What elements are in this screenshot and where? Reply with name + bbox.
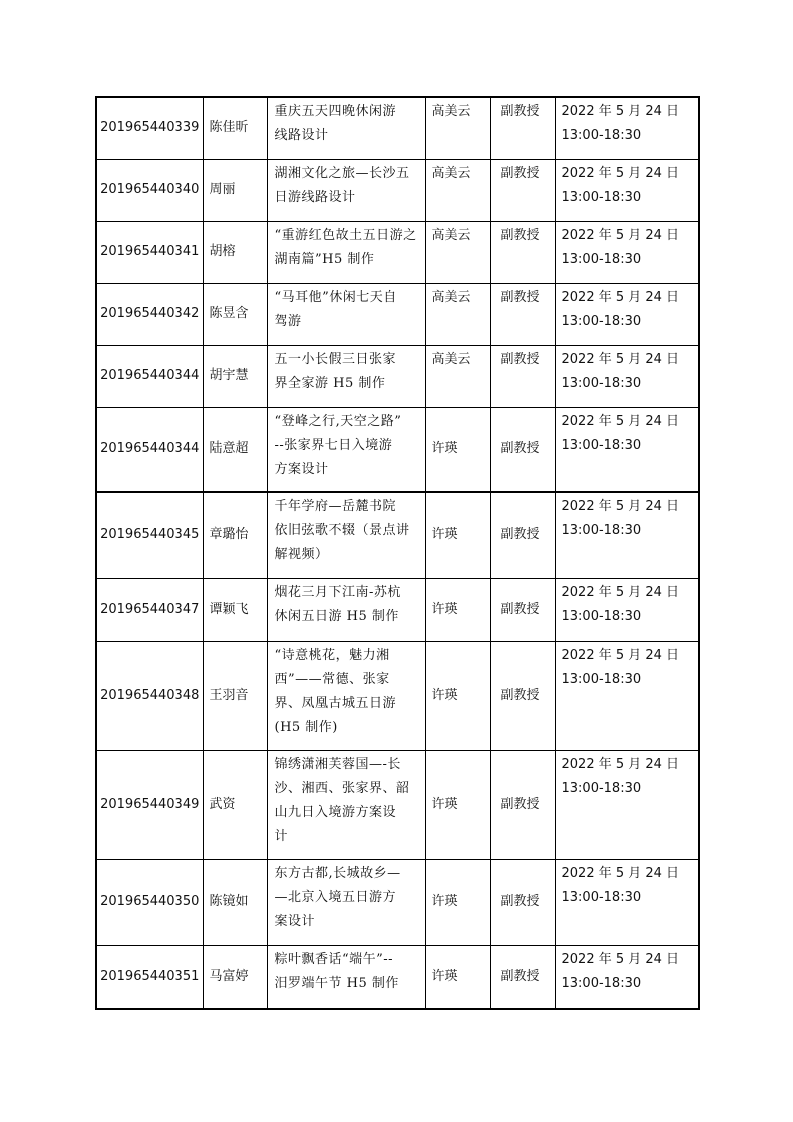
defense-time-cell — [555, 221, 699, 283]
student-name-cell: 章璐怡 — [203, 492, 267, 578]
student-id-cell: 201965440340 — [96, 159, 203, 221]
project-title-cell — [267, 945, 425, 1009]
defense-hours: 13:00-18:30 — [561, 975, 642, 991]
student-id-cell: 201965440339 — [96, 97, 203, 159]
student-name-cell: 谭颖飞 — [203, 578, 267, 641]
student-id-cell: 201965440348 — [96, 641, 203, 750]
table-row — [96, 578, 699, 641]
student-name-cell: 马富婷 — [203, 945, 267, 1009]
defense-time-cell — [555, 345, 699, 407]
student-name-cell: 周丽 — [203, 159, 267, 221]
project-title-line: “重游红色故土五日游之 — [274, 227, 417, 243]
tutor-rank-cell: 副教授 — [490, 345, 555, 407]
project-title-line: 界、凤凰古城五日游 — [274, 695, 397, 711]
project-title-line: 湖南篇”H5 制作 — [274, 251, 375, 267]
project-title-cell — [267, 345, 425, 407]
defense-date: 2022 年 5 月 24 日 — [561, 351, 680, 367]
tutor-rank-cell: 副教授 — [490, 97, 555, 159]
defense-date: 2022 年 5 月 24 日 — [561, 289, 680, 305]
project-title-cell — [267, 283, 425, 345]
defense-hours: 13:00-18:30 — [561, 523, 642, 538]
table-row — [96, 859, 699, 945]
defense-hours: 13:00-18:30 — [561, 128, 642, 143]
tutor-rank-cell: 副教授 — [490, 578, 555, 641]
project-title-line: “马耳他”休闲七天自 — [274, 289, 397, 305]
defense-date: 2022 年 5 月 24 日 — [561, 756, 680, 772]
tutor-cell: 许瑛 — [425, 945, 490, 1009]
tutor-rank-cell: 副教授 — [490, 641, 555, 750]
project-title-cell — [267, 407, 425, 492]
student-id-cell: 201965440351 — [96, 945, 203, 1009]
tutor-cell: 高美云 — [425, 345, 490, 407]
project-title-cell — [267, 750, 425, 859]
defense-time-cell — [555, 283, 699, 345]
table-row — [96, 492, 699, 578]
tutor-rank-cell: 副教授 — [490, 159, 555, 221]
table-body — [96, 97, 699, 1009]
defense-date: 2022 年 5 月 24 日 — [561, 413, 680, 429]
defense-hours: 13:00-18:30 — [561, 313, 642, 329]
defense-date: 2022 年 5 月 24 日 — [561, 499, 680, 514]
table-row — [96, 345, 699, 407]
project-title-line: (H5 制作) — [274, 719, 338, 735]
defense-time-cell — [555, 859, 699, 945]
project-title-line: 驾游 — [274, 313, 302, 329]
project-title-line: --张家界七日入境游 — [274, 437, 393, 453]
defense-hours: 13:00-18:30 — [561, 251, 642, 267]
tutor-rank-cell: 副教授 — [490, 750, 555, 859]
student-id-cell: 201965440345 — [96, 492, 203, 578]
student-name-cell: 陈佳昕 — [203, 97, 267, 159]
project-title-line: —北京入境五日游方 — [274, 889, 397, 905]
defense-hours: 13:00-18:30 — [561, 780, 642, 796]
student-id-cell: 201965440347 — [96, 578, 203, 641]
tutor-rank-cell: 副教授 — [490, 283, 555, 345]
defense-time-cell — [555, 492, 699, 578]
defense-date: 2022 年 5 月 24 日 — [561, 865, 680, 881]
tutor-cell: 高美云 — [425, 159, 490, 221]
tutor-cell: 高美云 — [425, 283, 490, 345]
defense-hours: 13:00-18:30 — [561, 889, 642, 905]
defense-date: 2022 年 5 月 24 日 — [561, 951, 680, 967]
table-row — [96, 407, 699, 492]
project-title-line: 锦绣潇湘芙蓉国—-长 — [274, 756, 401, 772]
project-title-cell — [267, 159, 425, 221]
project-title-line: 计 — [274, 828, 289, 844]
tutor-rank-cell: 副教授 — [490, 221, 555, 283]
defense-date: 2022 年 5 月 24 日 — [561, 647, 680, 663]
student-name-cell: 胡宇慧 — [203, 345, 267, 407]
defense-time-cell — [555, 641, 699, 750]
table-row — [96, 221, 699, 283]
defense-time-cell — [555, 97, 699, 159]
project-title-line: 休闲五日游 H5 制作 — [274, 608, 399, 624]
project-title-line: 日游线路设计 — [274, 189, 356, 205]
student-name-cell: 胡榕 — [203, 221, 267, 283]
project-title-cell — [267, 97, 425, 159]
tutor-cell: 许瑛 — [425, 492, 490, 578]
project-title-line: “登峰之行,天空之路” — [274, 413, 402, 429]
defense-date: 2022 年 5 月 24 日 — [561, 104, 680, 119]
defense-time-cell — [555, 159, 699, 221]
defense-date: 2022 年 5 月 24 日 — [561, 227, 680, 243]
project-title-line: 界全家游 H5 制作 — [274, 375, 386, 391]
student-name-cell: 陈镜如 — [203, 859, 267, 945]
project-title-cell — [267, 221, 425, 283]
student-id-cell: 201965440344 — [96, 345, 203, 407]
tutor-cell: 高美云 — [425, 97, 490, 159]
defense-time-cell — [555, 407, 699, 492]
student-id-cell: 201965440341 — [96, 221, 203, 283]
student-name-cell: 王羽音 — [203, 641, 267, 750]
defense-hours: 13:00-18:30 — [561, 437, 642, 453]
student-id-cell: 201965440342 — [96, 283, 203, 345]
table-row — [96, 97, 699, 159]
project-title-line: 山九日入境游方案设 — [274, 804, 397, 820]
project-title-line: 沙、湘西、张家界、韶 — [274, 780, 410, 796]
defense-date: 2022 年 5 月 24 日 — [561, 165, 680, 181]
student-name-cell: 陆意超 — [203, 407, 267, 492]
student-name-cell: 陈昱含 — [203, 283, 267, 345]
defense-hours: 13:00-18:30 — [561, 375, 642, 391]
defense-date: 2022 年 5 月 24 日 — [561, 584, 680, 600]
project-title-cell — [267, 578, 425, 641]
schedule-table — [95, 96, 700, 1010]
project-title-line: 依旧弦歌不辍（景点讲 — [274, 523, 410, 538]
tutor-cell: 许瑛 — [425, 641, 490, 750]
tutor-cell: 许瑛 — [425, 750, 490, 859]
student-id-cell: 201965440344 — [96, 407, 203, 492]
project-title-cell — [267, 492, 425, 578]
tutor-rank-cell: 副教授 — [490, 492, 555, 578]
defense-time-cell — [555, 750, 699, 859]
defense-time-cell — [555, 945, 699, 1009]
project-title-line: 烟花三月下江南-苏杭 — [274, 584, 401, 600]
project-title-line: 东方古都,长城故乡— — [274, 865, 401, 881]
project-title-cell — [267, 641, 425, 750]
project-title-line: 粽叶飘香话“端午”-- — [274, 951, 394, 967]
table-row — [96, 641, 699, 750]
project-title-line: 重庆五天四晚休闲游 — [274, 104, 397, 119]
table-row — [96, 750, 699, 859]
tutor-rank-cell: 副教授 — [490, 859, 555, 945]
defense-hours: 13:00-18:30 — [561, 608, 642, 624]
project-title-line: 湖湘文化之旅—长沙五 — [274, 165, 410, 181]
project-title-line: 案设计 — [274, 913, 316, 929]
project-title-line: 线路设计 — [274, 128, 329, 143]
tutor-cell: 许瑛 — [425, 578, 490, 641]
project-title-line: 五一小长假三日张家 — [274, 351, 397, 367]
defense-time-cell — [555, 578, 699, 641]
project-title-line: “诗意桃花，魅力湘 — [274, 647, 390, 663]
table-row — [96, 283, 699, 345]
student-name-cell: 武资 — [203, 750, 267, 859]
table-row — [96, 159, 699, 221]
project-title-line: 千年学府—岳麓书院 — [274, 499, 397, 514]
project-title-line: 西”——常德、张家 — [274, 671, 390, 687]
defense-hours: 13:00-18:30 — [561, 671, 642, 687]
defense-hours: 13:00-18:30 — [561, 189, 642, 205]
tutor-cell: 许瑛 — [425, 407, 490, 492]
tutor-rank-cell: 副教授 — [490, 407, 555, 492]
project-title-cell — [267, 859, 425, 945]
table-row — [96, 945, 699, 1009]
tutor-cell: 高美云 — [425, 221, 490, 283]
student-id-cell: 201965440349 — [96, 750, 203, 859]
tutor-cell: 许瑛 — [425, 859, 490, 945]
tutor-rank-cell: 副教授 — [490, 945, 555, 1009]
project-title-line: 解视频） — [274, 547, 329, 562]
project-title-line: 汨罗端午节 H5 制作 — [274, 975, 399, 991]
student-id-cell: 201965440350 — [96, 859, 203, 945]
project-title-line: 方案设计 — [274, 461, 329, 477]
